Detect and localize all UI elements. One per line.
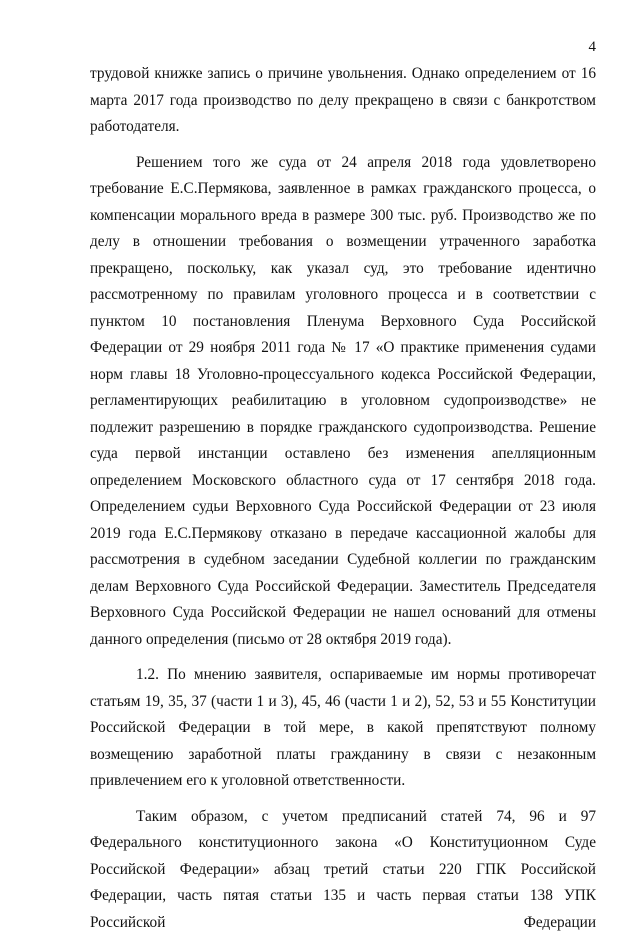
paragraph-conclusion: Таким образом, с учетом предписаний статей 74, 96 и 97 Федерального конституционного закона «О Конституционном Суде Российской Федерации» абзац третий статьи 220 ГПК Российской Федерации, часть пятая статьи 135 и часть первая статьи 138 УПК Российской Федерации bbox=[90, 804, 596, 936]
page-number: 4 bbox=[589, 38, 597, 56]
paragraph-decision: Решением того же суда от 24 апреля 2018 года удовлетворено требование Е.С.Пермякова, заявленное в рамках гражданского процесса, о компенсации морального вреда в размере 300 тыс. руб. Производство же по делу в отношении требования о возмещении утраченного заработка прекращено, поскольку, как указал суд, это требование идентично рассмотренному по правилам уголовного процесса и в соответствии с пунктом 10 постановления Пленума Верховного Суда Российской Федерации от 29 ноября 2011 года № 17 «О практике применения судами норм главы 18 Уголовно-процессуального кодекса Российской Федерации, регламентирующих реабилитацию в уголовном судопроизводстве» не подлежит разрешению в порядке гражданского судопроизводства. Решение суда первой инстанции оставлено без изменения апелляционным определением Московского областного суда от 17 сентября 2018 года. Определением судьи Верховного Суда Российской Федерации от 23 июля 2019 года Е.С.Пермякову отказано в передаче кассационной жалобы для рассмотрения в судебном заседании Судебной коллегии по гражданским делам Верховного Суда Российской Федерации. Заместитель Председателя Верховного Суда Российской Федерации не нашел оснований для отмены данного определения (письмо от 28 октября 2019 года). bbox=[90, 150, 596, 654]
paragraph-applicant-position: 1.2. По мнению заявителя, оспариваемые им нормы противоречат статьям 19, 35, 37 (части 1 и 3), 45, 46 (части 1 и 2), 52, 53 и 55 Конституции Российской Федерации в той мере, в какой препятствуют полному возмещению заработной платы гражданину в связи с незаконным привлечением его к уголовной ответственности. bbox=[90, 662, 596, 795]
document-body bbox=[90, 61, 596, 936]
paragraph-continuation: трудовой книжке запись о причине увольнения. Однако определением от 16 марта 2017 года производство по делу прекращено в связи с банкротством работодателя. bbox=[90, 61, 596, 141]
